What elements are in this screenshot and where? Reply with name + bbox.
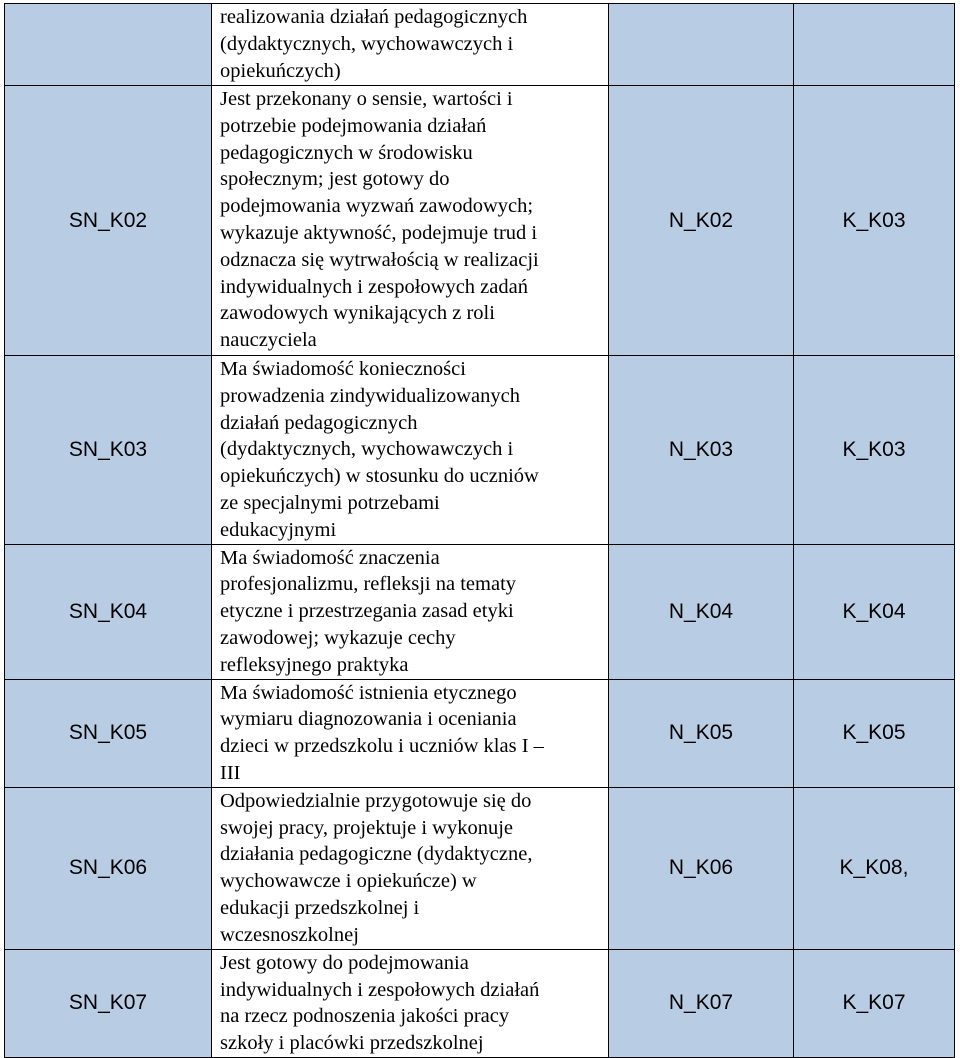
outcome-description-cell bbox=[212, 86, 609, 356]
description-line: swojej pracy, projektuje i wykonuje bbox=[220, 816, 513, 839]
outcome-description-cell bbox=[212, 4, 609, 86]
n-code-cell: N_K05 bbox=[609, 679, 794, 787]
table-row bbox=[5, 949, 955, 1057]
description-line: Ma świadomość znaczenia bbox=[220, 546, 440, 569]
k-code-cell: K_K03 bbox=[794, 86, 955, 356]
outcome-code-cell: SN_K07 bbox=[5, 949, 212, 1057]
description-line: indywidualnych i zespołowych działań bbox=[220, 978, 540, 1001]
n-code-cell: N_K04 bbox=[609, 544, 794, 679]
k-code-cell: K_K03 bbox=[794, 356, 955, 545]
outcome-code-cell: SN_K02 bbox=[5, 86, 212, 356]
description-line: edukacyjnymi bbox=[220, 518, 337, 541]
table-row bbox=[5, 679, 955, 787]
table-row bbox=[5, 4, 955, 86]
description-line: społecznym; jest gotowy do bbox=[220, 168, 450, 191]
description-line: edukacji przedszkolnej i bbox=[220, 896, 420, 919]
table-row bbox=[5, 787, 955, 949]
description-line: podejmowania wyzwań zawodowych; bbox=[220, 195, 534, 218]
description-line: Ma świadomość konieczności bbox=[220, 358, 466, 380]
description-line: zawodowej; wykazuje cechy bbox=[220, 626, 456, 649]
description-line: indywidualnych i zespołowych zadań bbox=[220, 275, 528, 298]
description-line: na rzecz podnoszenia jakości pracy bbox=[220, 1005, 510, 1028]
description-line: odznacza się wytrwałością w realizacji bbox=[220, 248, 539, 271]
description-line: wychowawcze i opiekuńcze) w bbox=[220, 870, 477, 893]
outcome-description-cell bbox=[212, 544, 609, 679]
description-line: prowadzenia zindywidualizowanych bbox=[220, 384, 520, 407]
table-body bbox=[5, 4, 955, 1058]
table-row bbox=[5, 356, 955, 545]
k-code-cell: K_K05 bbox=[794, 679, 955, 787]
description-line: dzieci w przedszkolu i uczniów klas I – bbox=[220, 735, 544, 758]
outcome-description-cell bbox=[212, 787, 609, 949]
description-line: nauczyciela bbox=[220, 329, 317, 352]
n-code-cell bbox=[609, 4, 794, 86]
outcome-description-cell bbox=[212, 679, 609, 787]
description-line: (dydaktycznych, wychowawczych i bbox=[220, 32, 514, 55]
description-line: Ma świadomość istnienia etycznego bbox=[220, 681, 517, 704]
k-code-cell: K_K07 bbox=[794, 949, 955, 1057]
description-line: etyczne i przestrzegania zasad etyki bbox=[220, 600, 514, 623]
description-line: potrzebie podejmowania działań bbox=[220, 114, 487, 137]
description-line: szkoły i placówki przedszkolnej bbox=[220, 1032, 484, 1055]
description-line: profesjonalizmu, refleksji na tematy bbox=[220, 573, 517, 596]
n-code-cell: N_K06 bbox=[609, 787, 794, 949]
k-code-cell bbox=[794, 4, 955, 86]
description-line: opiekuńczych) w stosunku do uczniów bbox=[220, 465, 539, 488]
table-row bbox=[5, 544, 955, 679]
outcome-code-cell: SN_K03 bbox=[5, 356, 212, 545]
n-code-cell: N_K02 bbox=[609, 86, 794, 356]
description-line: realizowania działań pedagogicznych bbox=[220, 6, 528, 28]
n-code-cell: N_K03 bbox=[609, 356, 794, 545]
description-line: (dydaktycznych, wychowawczych i bbox=[220, 438, 514, 461]
description-line: opiekuńczych) bbox=[220, 59, 341, 82]
description-line: wczesnoszkolnej bbox=[220, 923, 359, 946]
n-code-cell: N_K07 bbox=[609, 949, 794, 1057]
description-line: refleksyjnego praktyka bbox=[220, 653, 409, 676]
outcome-description-cell bbox=[212, 949, 609, 1057]
description-line: ze specjalnymi potrzebami bbox=[220, 491, 440, 514]
description-line: zawodowych wynikających z roli bbox=[220, 302, 495, 325]
description-line: wymiaru diagnozowania i oceniania bbox=[220, 708, 517, 731]
learning-outcomes-table bbox=[4, 3, 955, 1058]
outcome-code-cell: SN_K06 bbox=[5, 787, 212, 949]
description-line: Jest gotowy do podejmowania bbox=[220, 951, 469, 974]
description-line: działań pedagogicznych bbox=[220, 411, 418, 434]
outcome-description-cell bbox=[212, 356, 609, 545]
k-code-cell: K_K04 bbox=[794, 544, 955, 679]
description-line: Odpowiedzialnie przygotowuje się do bbox=[220, 789, 532, 812]
outcome-code-cell: SN_K04 bbox=[5, 544, 212, 679]
description-line: Jest przekonany o sensie, wartości i bbox=[220, 88, 513, 110]
outcome-code-cell: SN_K05 bbox=[5, 679, 212, 787]
outcome-code-cell bbox=[5, 4, 212, 86]
description-line: III bbox=[220, 761, 241, 784]
k-code-cell: K_K08, bbox=[794, 787, 955, 949]
description-line: wykazuje aktywność, podejmuje trud i bbox=[220, 221, 538, 244]
description-line: działania pedagogiczne (dydaktyczne, bbox=[220, 843, 533, 866]
description-line: pedagogicznych w środowisku bbox=[220, 141, 473, 164]
table-row bbox=[5, 86, 955, 356]
